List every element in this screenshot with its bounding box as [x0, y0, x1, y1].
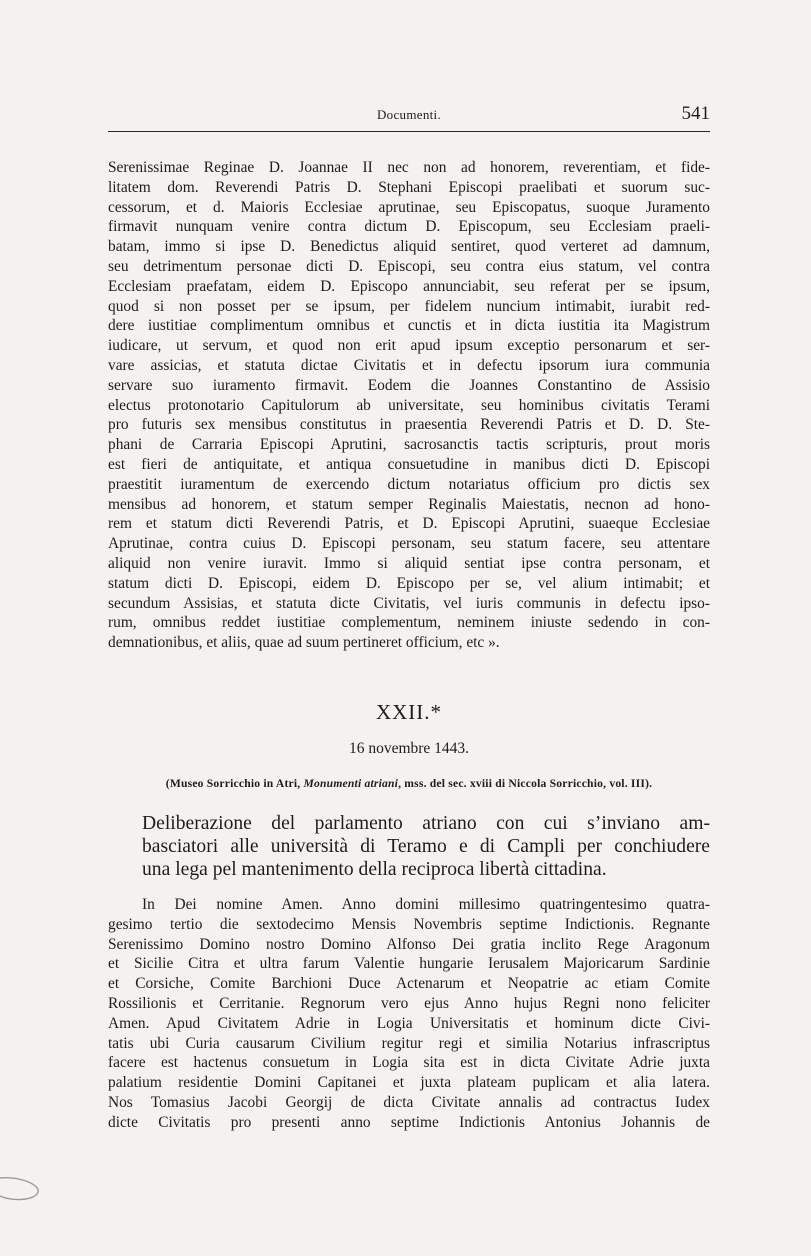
summary-line: basciatori alle università di Teramo e di Campli per conchiudere: [142, 836, 710, 857]
text-line: phani de Carraria Episcopi Aprutini, sacrosanctis tactis scripturis, prout moris: [108, 436, 710, 454]
text-line: Amen. Apud Civitatem Adrie in Logia Universitatis et hominum dicte Civi-: [108, 1014, 710, 1032]
document-body: [108, 895, 710, 1133]
text-line: praestitit iuramentum de exercendo dictum notariatus officium pro dictis sex: [108, 475, 710, 493]
running-title: Documenti.: [376, 107, 441, 122]
text-line: palatium residentie Domini Capitanei et juxta plateam puplicam et alia latera.: [108, 1074, 710, 1092]
text-line: Rossilionis et Cerritanie. Regnorum vero ejus Anno hujus Regni nono feliciter: [108, 994, 710, 1012]
running-head: [108, 103, 710, 127]
text-line: batam, immo si ipse D. Benedictus aliquid sentiret, quod verteret ad damnum,: [108, 238, 710, 256]
text-line: tatis ubi Curia causarum Civilium regitur regi et similia Notarius infrascriptus: [108, 1034, 710, 1052]
text-line: Aprutinae, contra cuius D. Episcopi personam, seu statum facere, seu attentare: [108, 535, 710, 553]
text-line: iudicare, ut servum, et quod non erit apud ipsum exceptio personarum et ser-: [108, 337, 710, 355]
text-line: dicte Civitatis pro presenti anno septime Indictionis Antonius Johannis de: [108, 1113, 710, 1131]
text-line: est fieri de antiquitate, et antiqua consuetudine in manibus dicti D. Episcopi: [108, 455, 710, 473]
text-line: electus protonotario Capitulorum ab universitate, seu hominibus civitatis Terami: [108, 396, 710, 414]
text-line: aliquid non venire iuravit. Immo si aliquid sentiat ipse contra personam, et: [108, 554, 710, 572]
text-line: secundum Assisias, et statuta dicte Civitatis, vel iuris communis in defectu ipso-: [108, 594, 710, 612]
document-date: 16 novembre 1443.: [348, 740, 470, 757]
text-line: In Dei nomine Amen. Anno domini millesimo quatringentesimo quatra-: [142, 896, 710, 913]
summary-line: una lega pel mantenimento della reciproca libertà cittadina.: [142, 859, 607, 880]
binding-hole-mark: [0, 1170, 40, 1206]
page-number: 541: [681, 103, 710, 124]
text-line: seu detrimentum personae dicti D. Episcopi, seu contra eius statum, vel contra: [108, 257, 710, 275]
text-line: Serenissimae Reginae D. Joannae II nec non ad honorem, reverentiam, et fide-: [108, 159, 710, 176]
text-line: rum, omnibus reddet iustitiae complementum, neminem iniuste sedendo in con-: [108, 614, 710, 632]
text-line: pro futuris sex mensibus constitutus in praesentia Reverendi Patris et D. D. Ste-: [108, 416, 710, 434]
text-line: Ecclesiam praefatam, eidem D. Episcopo annunciabit, seu referat per se ipsum,: [108, 277, 710, 295]
text-line: cessorum, et d. Maioris Ecclesiae aprutinae, seu Episcopatus, suoque Juramento: [108, 198, 710, 216]
text-line: Nos Tomasius Jacobi Georgij de dicta Civitate annalis ad contractus Iudex: [108, 1093, 710, 1111]
header-rule: [108, 131, 710, 132]
text-line: statum dicti D. Episcopi, eidem D. Episcopo per se, vel alium intimabit; et: [108, 574, 710, 592]
document-source: [100, 777, 718, 790]
text-line: dere iustitiae complimentum omnibus et cunctis et in dicta iustitia ita Magistrum: [108, 317, 710, 335]
text-line: mensibus ad honorem, et statum semper Reginalis Maiestatis, necnon ad hono-: [108, 495, 710, 513]
source-prefix: (Museo Sorricchio in Atri,: [165, 777, 304, 790]
text-line: et Sicilie Citra et ultra farum Valentie hungarie Ierusalem Majoricarum Sardinie: [108, 955, 710, 973]
source-title: Monumenti atriani: [303, 777, 399, 790]
text-line: Serenissimo Domino nostro Domino Alfonso Dei gratia inclito Rege Aragonum: [108, 935, 710, 953]
summary-line: Deliberazione del parlamento atriano con cui s’inviano am-: [142, 813, 710, 834]
document-number: XXII.*: [375, 700, 443, 724]
text-line: quod si non posset per se ipsum, per fidelem nuncium intimabit, iurabit red-: [108, 297, 710, 315]
text-line: firmavit nunquam venire contra dictum D. Episcopum, seu Ecclesiam praeli-: [108, 218, 710, 236]
continuation-paragraph: [108, 158, 710, 653]
text-line: litatem dom. Reverendi Patris D. Stephani Episcopi praelibati et suorum suc-: [108, 178, 710, 196]
source-suffix: , mss. del sec. xviii di Niccola Sorricchio, vol. III).: [398, 777, 653, 790]
text-line: vare assicias, et statuta dictae Civitatis et in defectu ipsorum iura communia: [108, 356, 710, 374]
text-line: et Corsiche, Comite Barchioni Duce Actenarum et Neopatrie ac etiam Comite: [108, 975, 710, 993]
text-line: facere est hactenus consuetum in Logia sita est in dicta Civitate Adrie juxta: [108, 1054, 710, 1072]
text-line: demnationibus, et aliis, quae ad suum pertineret officium, etc ».: [108, 634, 500, 652]
text-line: rem et statum dicti Reverendi Patris, et D. Episcopi Aprutini, suaeque Ecclesiae: [108, 515, 710, 533]
text-line: servare suo iuramento firmavit. Eodem die Joannes Constantino de Assisio: [108, 376, 710, 394]
text-line: gesimo tertio die sextodecimo Mensis Novembris septime Indictionis. Regnante: [108, 915, 710, 933]
document-summary: [142, 812, 710, 881]
